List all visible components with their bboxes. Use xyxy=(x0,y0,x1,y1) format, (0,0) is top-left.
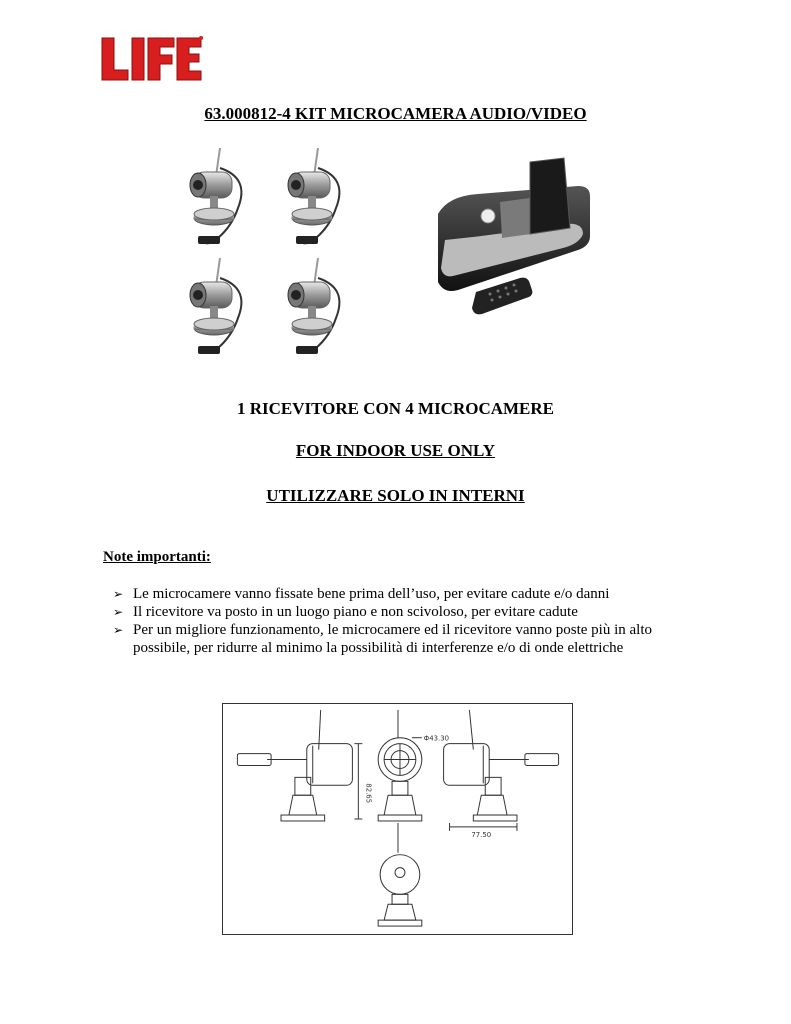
subtitle-indoor-it: UTILIZZARE SOLO IN INTERNI xyxy=(266,486,525,505)
svg-text:82.65: 82.65 xyxy=(364,783,373,804)
product-photos xyxy=(170,144,610,354)
life-logo xyxy=(100,34,204,84)
arrow-bullet-icon: ➢ xyxy=(113,623,124,637)
notes-heading: Note importanti: xyxy=(103,549,211,565)
receiver-image xyxy=(438,158,590,314)
subtitle-indoor-en: FOR INDOOR USE ONLY xyxy=(295,441,496,460)
notes-list xyxy=(103,585,703,657)
svg-text:77.50: 77.50 xyxy=(471,830,492,839)
svg-text:Φ43.30: Φ43.30 xyxy=(423,734,450,743)
list-item: ➢ Le microcamere vanno fissate bene prima dell’uso, per evitare cadute e/o danni xyxy=(113,586,610,602)
list-item: ➢ Il ricevitore va posto in un luogo piano e non scivoloso, per evitare cadute xyxy=(113,604,578,620)
page-title: 63.000812-4 KIT MICROCAMERA AUDIO/VIDEO xyxy=(204,104,587,123)
list-item: ➢ Per un migliore funzionamento, le microcamere ed il ricevitore vanno poste più in alto possibile, per ridurre al minimo la possibilità di interferenze e/o di onde elettriche xyxy=(113,622,653,656)
technical-drawing xyxy=(222,703,573,935)
subtitle-kit: 1 RICEVITORE CON 4 MICROCAMERE xyxy=(236,399,555,418)
arrow-bullet-icon: ➢ xyxy=(113,605,124,619)
arrow-bullet-icon: ➢ xyxy=(113,587,124,601)
